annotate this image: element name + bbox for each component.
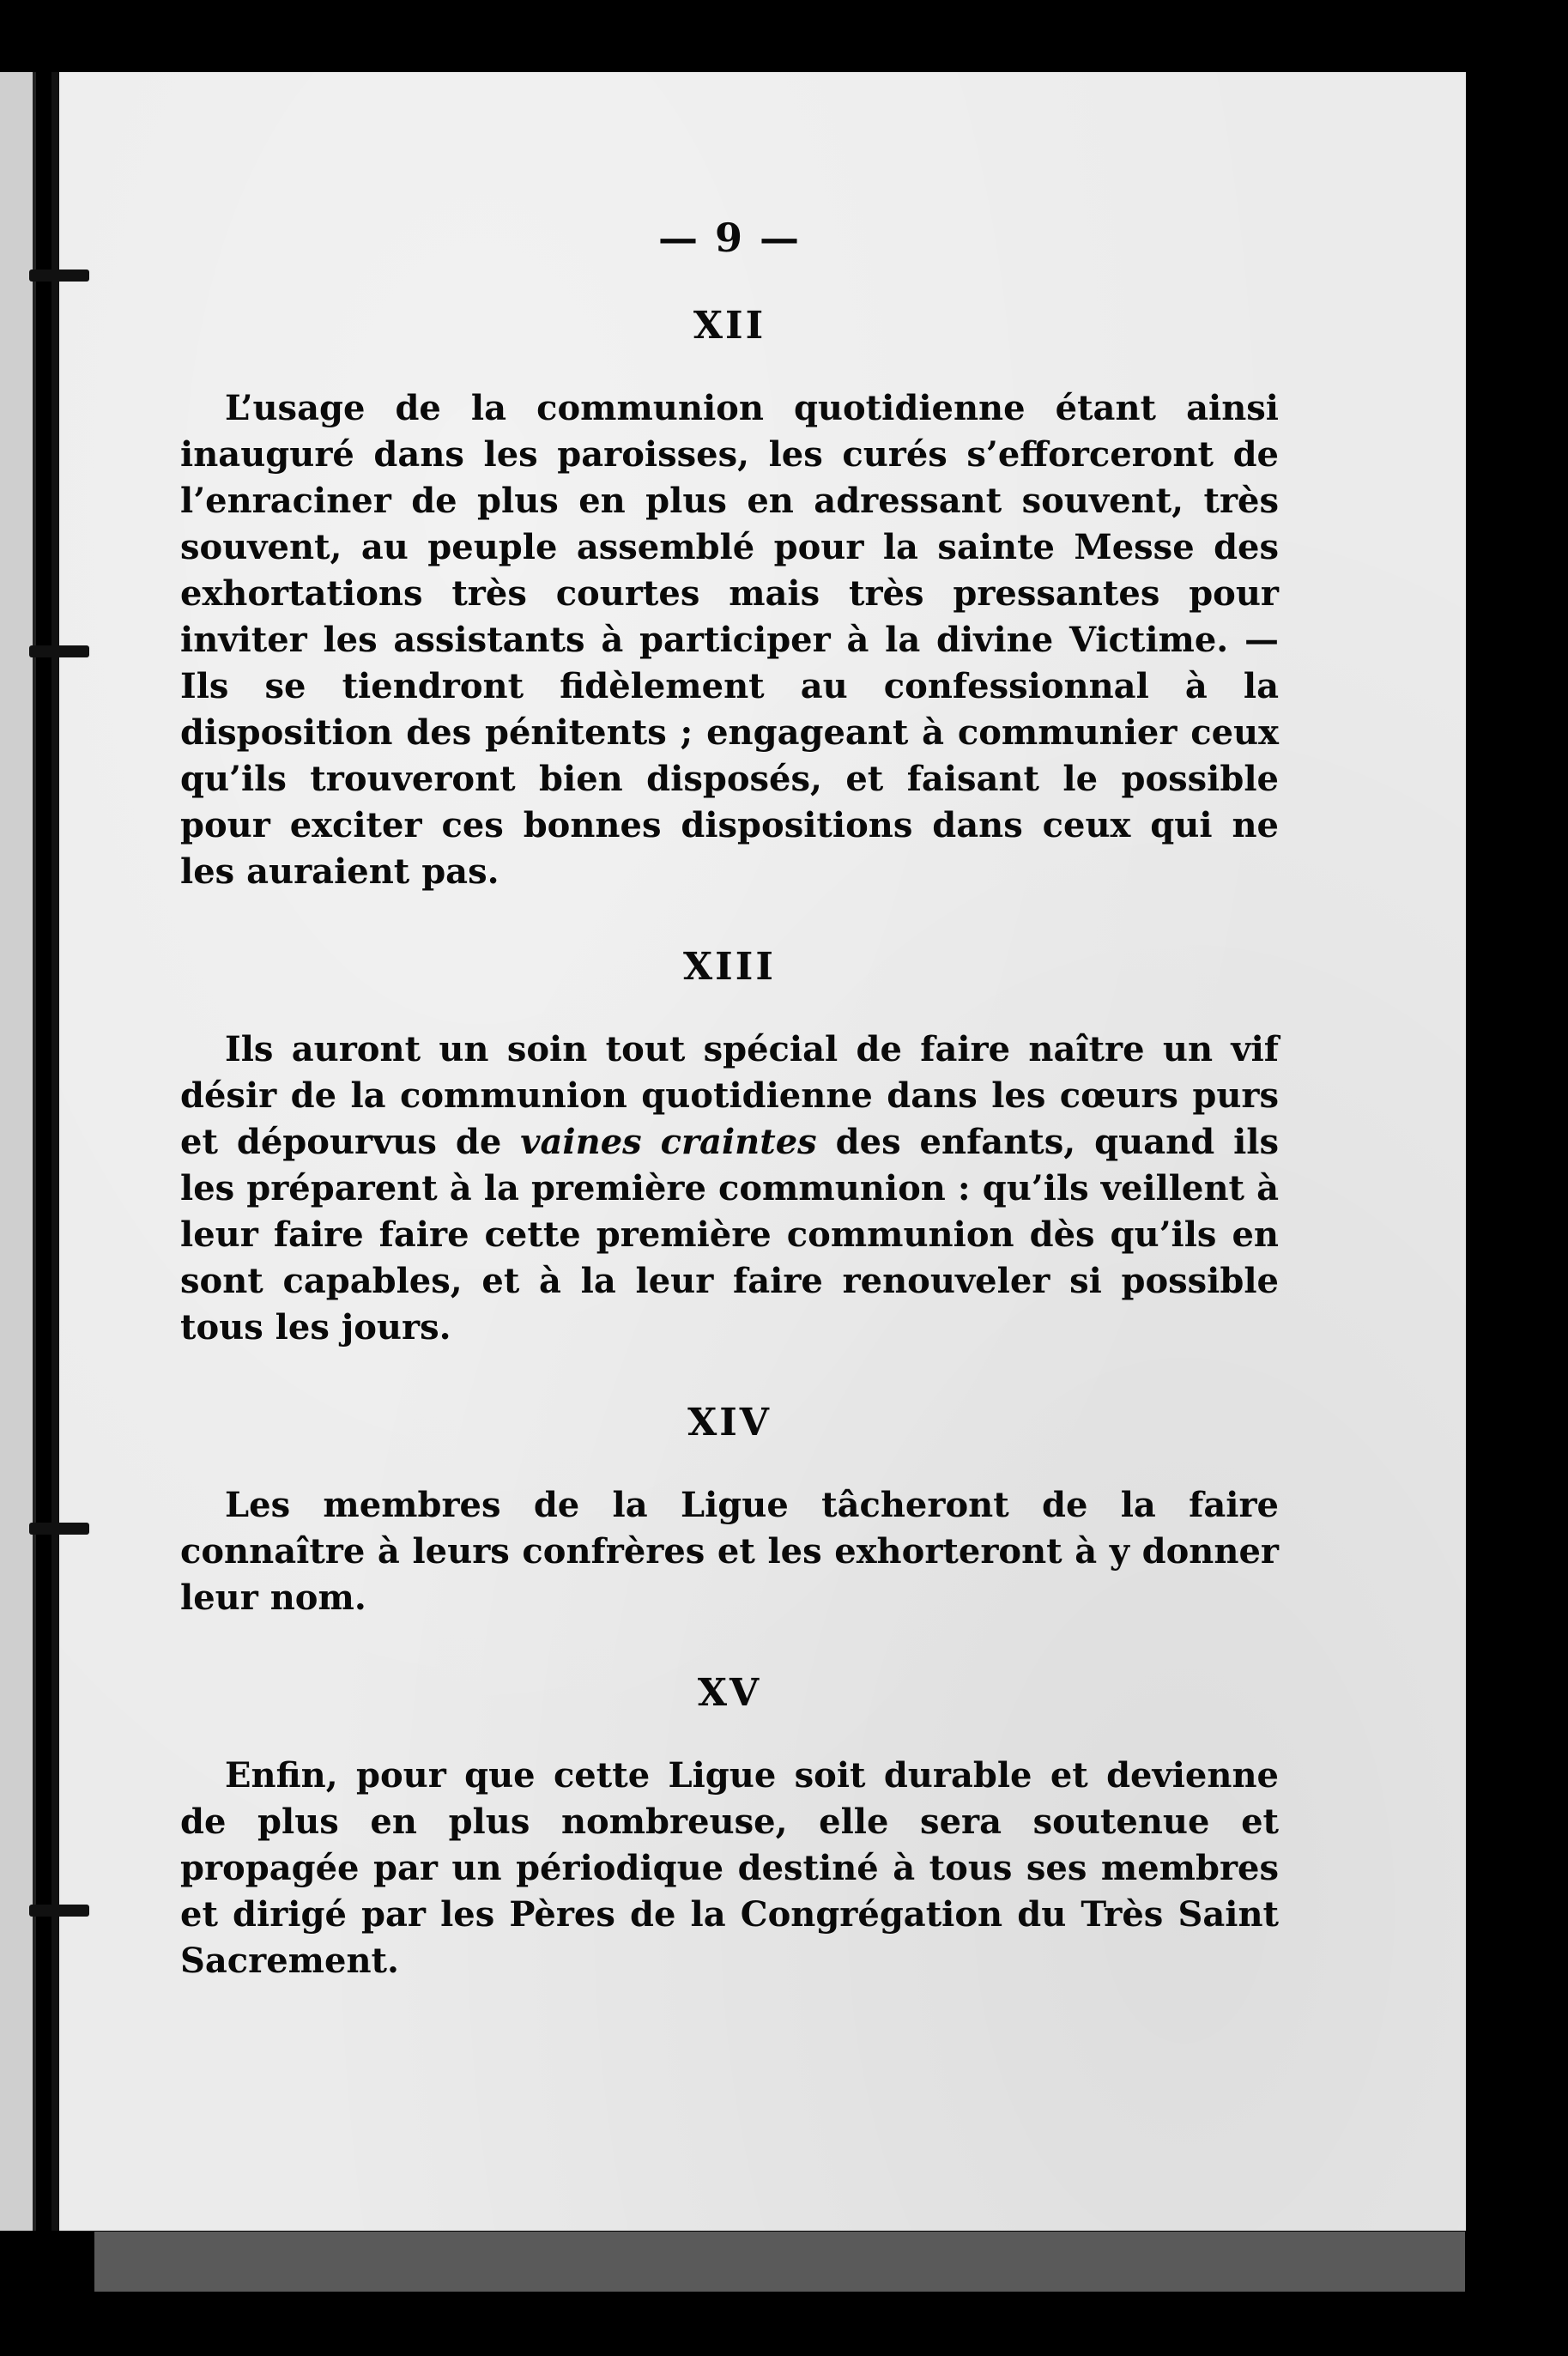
- binding-stitch: [29, 270, 89, 282]
- book-binding: [0, 72, 94, 2231]
- article-section: [180, 1401, 1279, 1621]
- article-paragraph: L’usage de la communion quotidienne étant ainsi inauguré dans les paroisses, les curés s’efforceront de l’enraciner de plus en plus en adressant souvent, très souvent, au peuple assemblé pour la sainte Messe des exhortations très courtes mais très pressantes pour inviter les assistants à participer à la divine Victime. — Ils se tiendront fidèlement au confessionnal à la disposition des pénitents ; engageant à communier ceux qu’ils trouveront bien disposés, et faisant le possible pour exciter ces bonnes dispositions dans ceux qui ne les auraient pas.: [180, 388, 1279, 892]
- article-paragraph: [180, 1027, 1279, 1351]
- paragraph-text: des enfants, quand ils les préparent à la première communion : qu’ils veillent à leur faire faire cette première communion dès qu’ils en sont capables, et à la leur faire renouveler si possible tous les jours.: [180, 1122, 1280, 1348]
- article-numeral: XV: [697, 1671, 762, 1715]
- binding-stitch: [29, 1523, 89, 1535]
- page-number: — 9 —: [657, 215, 802, 261]
- binding-stitch: [29, 645, 89, 657]
- article-section: [180, 945, 1279, 1351]
- page-shadow-band: [94, 2232, 1465, 2292]
- article-paragraph: Les membres de la Ligue tâcheront de la faire connaître à leurs confrères et les exhorteront à y donner leur nom.: [180, 1485, 1279, 1618]
- page-content: [180, 215, 1279, 2034]
- article-section: [180, 304, 1279, 895]
- article-numeral: XII: [693, 304, 766, 348]
- article-numeral: XIII: [683, 945, 776, 989]
- paragraph-italic-text: vaines craintes: [520, 1122, 817, 1162]
- article-numeral: XIV: [687, 1401, 772, 1444]
- binding-stitch: [29, 1905, 89, 1917]
- article-paragraph: Enfin, pour que cette Ligue soit durable et devienne de plus en plus nombreuse, elle sera soutenue et propagée par un périodique destiné à tous ses membres et dirigé par les Pères de la Congrégation du Très Saint Sacrement.: [180, 1755, 1279, 1981]
- article-section: [180, 1671, 1279, 1984]
- paragraph-text: Ils auront un soin tout spécial de faire naître un vif désir de la communion quotidienne dans les cœurs purs et dépourvus de: [180, 1029, 1279, 1162]
